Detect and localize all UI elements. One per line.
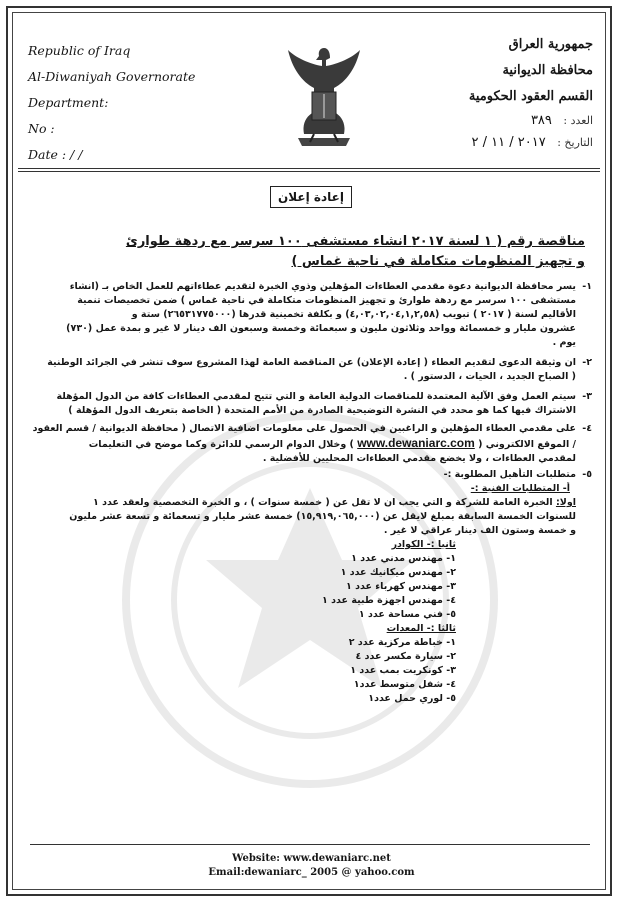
paragraph-number: ١- [582,281,592,292]
number-row [393,110,593,132]
list-item: ٥- فني مساحة عدد ١ [358,609,456,620]
department-ar: القسم العقود الحكومية [468,89,593,104]
paragraph-3 [30,390,592,418]
paragraph-number: ٣- [582,391,592,402]
experience-text: الخبرة العامة للشركة و التي يجب ان لا تقل عن ( خمسة سنوات ) ، و الخبرة التخصصية ولعقد عدد ١ [93,497,553,508]
experience-line: للسنوات الخمسة السابقة بمبلغ لايقل عن (١٥,٩١٩,٠٦٥,٠٠٠) خمسة عشر مليار و تسعمائة و تسعة عشر مليون [69,511,576,522]
number-value: ٣٨٩ [530,113,552,128]
paragraph-line: ان وثيقة الدعوى لتقديم العطاء ( إعادة الإعلان) عن المناقصة العامة لهذا المشروع سوف تنشر في الجرائد الوطنية [47,357,576,368]
tender-heading [40,232,585,272]
list-item: ٣- مهندس كهرباء عدد ١ [346,581,456,592]
date-label: التاريخ : [557,136,593,149]
governorate-en: Al-Diwaniyah Governorate [28,69,196,84]
paragraph-line: الاشتراك فيها كما هو محدد في النشرة التوضيحية الصادرة من الأمم المتحدة ( الخاصة بتعريف الدول المؤهلة ) [68,405,576,416]
contact-text-after: ) وخلال الدوام الرسمي للدائرة وكما موضح في التعليمات [88,439,354,450]
paragraph-4 [30,422,592,466]
paragraph-line: مستشفى ١٠٠ سرسر مع ردهة طوارئ و تجهيز المنظومات متكاملة في ناحية غماس ) ضمن تخصيصات تنمية [77,295,576,306]
list-item: ٤- مهندس اجهزة طبية عدد ١ [322,595,456,606]
technical-requirements-title [30,482,576,496]
department-en: Department: [28,95,109,110]
experience-line [30,496,576,510]
first-label: اولا: [555,497,576,508]
experience-line: و خمسة وستون الف دينار عراقي لا غير . [383,525,576,536]
paragraph-line [30,436,576,452]
footer [0,852,623,880]
header-divider [18,168,600,169]
list-item: ٣- كونكريت بمب عدد ١ [350,665,456,676]
letterhead-left [28,38,218,168]
paragraph-number: ٥- [582,469,592,480]
paragraph-2 [30,356,592,384]
iraq-eagle-emblem-icon [284,42,364,162]
paragraph-line: الأقاليم لسنة ( ٢٠١٧ ) تبويب (٤,٠٣,٠٢,٠٤,١,٢,٥٨) و بكلفة تخمينية قدرها (٢٦٥٣١٧٧٥٠٠٠) ستة و [131,309,576,320]
governorate-ar: محافظة الديوانية [502,63,593,78]
paragraph-5 [30,468,592,706]
header-divider-second [18,171,600,172]
qualification-title: متطلبات التأهيل المطلوبة :- [443,469,576,480]
paragraph-1 [30,280,592,350]
heading-line-2: و تجهيز المنظومات متكاملة في ناحية غماس ) [291,254,585,269]
footer-divider [30,844,590,845]
heading-line-1: مناقصة رقم ( ١ لسنة ٢٠١٧ انشاء مستشفى ١٠٠ سرسر مع ردهة طوارئ [125,234,585,249]
number-en: No : [28,121,55,136]
paragraph-line: ( الصباح الجديد ، الحيات ، الدستور ) . [403,371,576,382]
list-item: ٥- لوري حمل عدد١ [368,693,456,704]
staff-list [30,538,576,622]
footer-website[interactable]: Website: www.dewaniarc.net [232,853,391,864]
number-label: العدد : [563,114,593,127]
paragraph-line: سيتم العمل وفق الآلية المعتمدة للمناقصات الدولية العامة و التي تتيح لمقدمي العطاءات كافة من الدول المؤهلة [56,391,576,402]
list-item: ١- خباطة مركزية عدد ٢ [348,637,456,648]
paragraph-line: لمقدمي العطاءات ، ولا يخضع مقدمي العطاءات المحليين للأفضلية . [262,453,576,464]
document-title: إعادة إعلان [270,186,352,208]
equipment-list [30,622,576,706]
paragraph-number: ٤- [582,423,592,434]
footer-email[interactable]: Email:dewaniarc_ 2005 @ yahoo.com [208,867,415,878]
equipment-title: ثالثا :- المعدات [386,623,456,634]
date-en: Date : / / [28,147,83,162]
website-link[interactable]: www.dewaniarc.com [357,436,475,450]
paragraph-line: يسر محافظة الديوانية دعوة مقدمي العطاءات المؤهلين وذوي الخبرة لتقديم عطاءاتهم للعمل الخاص بـ (انشاء [69,281,576,292]
contact-text-before: / الموقع الالكتروني ( [478,439,576,450]
technical-requirements-label: أ- المتطلبات الفنية :- [470,483,570,494]
list-item: ٤- شفل متوسط عدد١ [353,679,456,690]
letterhead-right [393,32,593,154]
staff-title: ثانيا :- الكوادر [391,539,456,550]
date-value: ٢٠١٧ / ١١ / ٢ [471,135,546,150]
paragraph-line: يوم . [552,337,576,348]
date-row [393,132,593,154]
country-ar: جمهورية العراق [508,37,593,52]
announcement-body [30,280,592,706]
list-item: ٢- مهندس ميكانيك عدد ١ [340,567,456,578]
paragraph-line: عشرون مليار و خمسمائة وواحد وثلاثون مليون و سبعمائة وخمسة وسبعون الف دينار لا غير و بمدة عمل (٧٣٠) [66,323,576,334]
paragraph-line: على مقدمي العطاء المؤهلين و الراغبين في الحصول على معلومات اضافية الاتصال ( محافظة الديوانية / قسم العقود [32,423,576,434]
paragraph-number: ٢- [582,357,592,368]
country-en: Republic of Iraq [28,43,131,58]
list-item: ١- مهندس مدني عدد ١ [351,553,456,564]
list-item: ٢- سيارة مكسر عدد ٤ [355,651,456,662]
